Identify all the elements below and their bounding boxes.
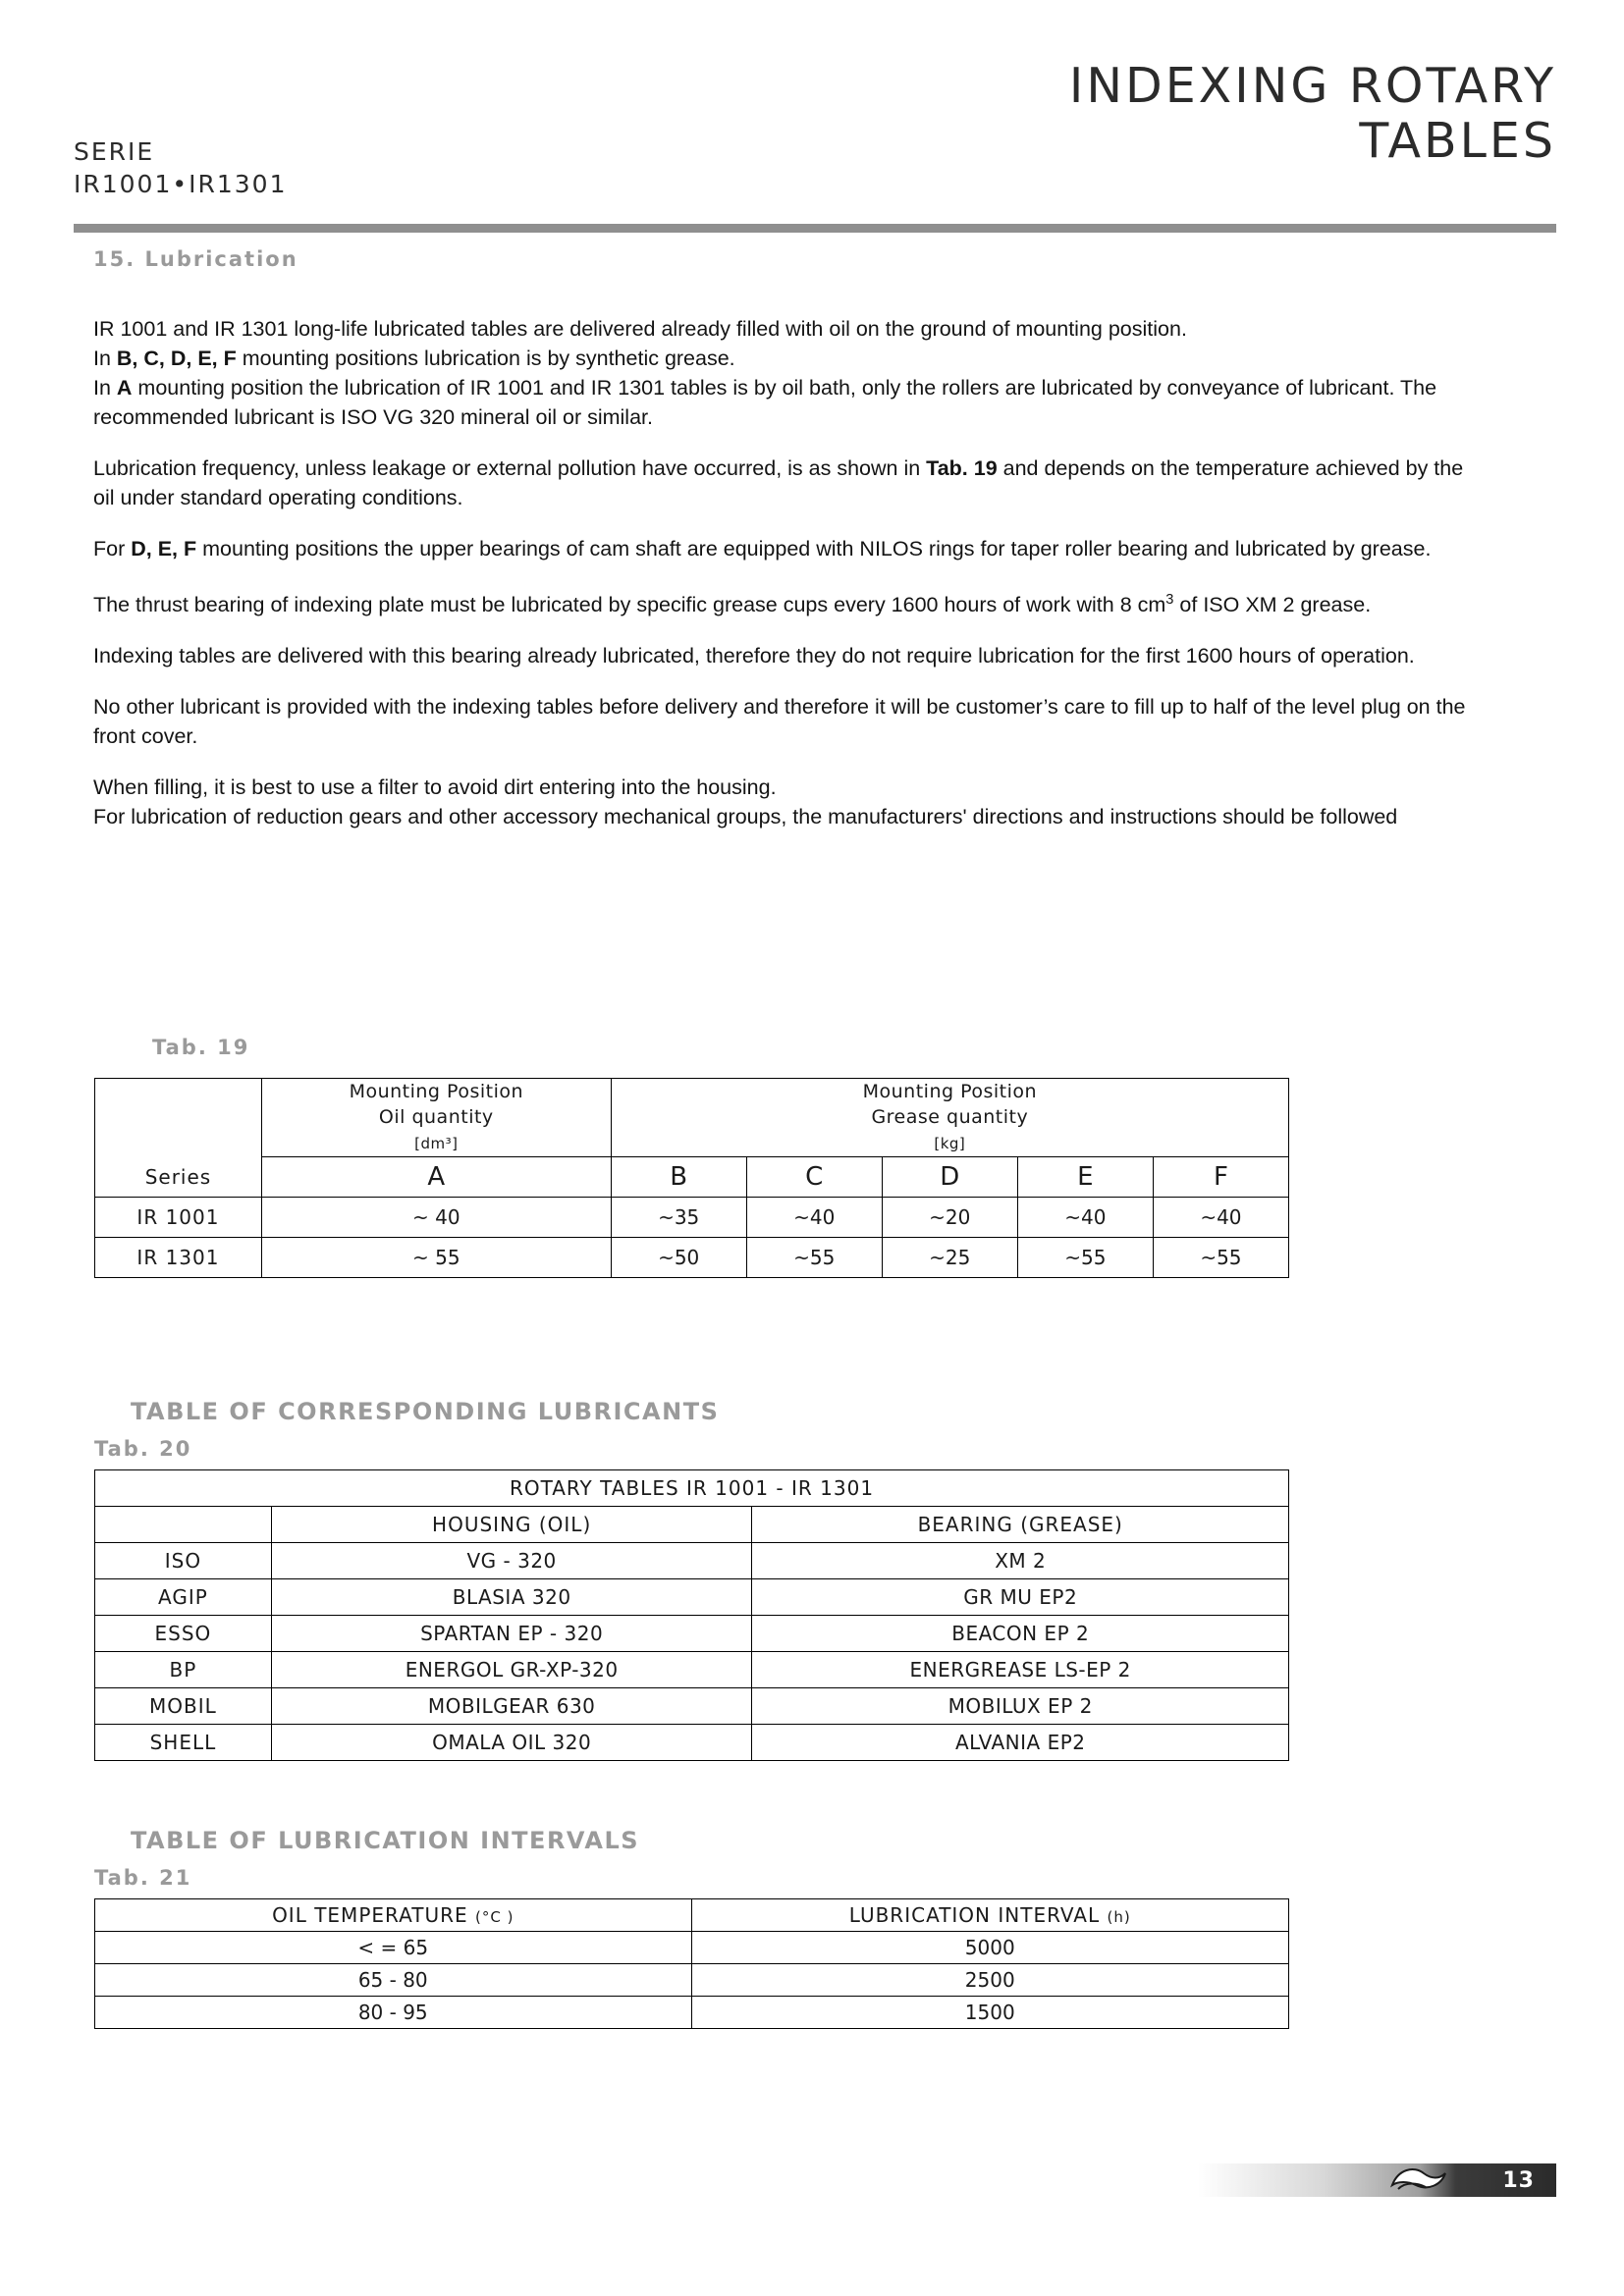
paragraph-1-line3-pre: In — [93, 376, 117, 400]
tab19-row1-series: IR 1301 — [95, 1238, 262, 1278]
tab19-oil-group-line2: Oil quantity — [378, 1106, 494, 1128]
page-footer — [1198, 2160, 1556, 2201]
paragraph-2-bold: Tab. 19 — [926, 456, 998, 480]
tab21-col-temperature-label: OIL TEMPERATURE — [272, 1903, 468, 1927]
tab19-row0-b: ~35 — [611, 1198, 746, 1238]
tab20-row5-brand: SHELL — [95, 1725, 272, 1761]
tab19-row0-c: ~40 — [746, 1198, 882, 1238]
paragraph-2 — [93, 454, 1483, 512]
paragraph-1-line3-bold: A — [116, 376, 133, 400]
paragraph-7-line2: For lubrication of reduction gears and other accessory mechanical groups, the manufacturers' directions and instructions should be followed — [93, 805, 1398, 829]
company-logo-icon — [1384, 2160, 1453, 2201]
tab21-row1-interval: 2500 — [691, 1964, 1289, 1997]
tab20-row0-housing: VG - 320 — [271, 1543, 752, 1579]
tab20-row4-bearing: MOBILUX EP 2 — [752, 1688, 1289, 1725]
paragraph-6: No other lubricant is provided with the indexing tables before delivery and therefore it will be customer’s care to fill up to half of the level plug on the front cover. — [93, 695, 1466, 749]
paragraph-4-pre: The thrust bearing of indexing plate must be lubricated by specific grease cups every 1600 hours of work with 8 cm — [93, 593, 1166, 617]
tab19-oil-group-header — [261, 1079, 611, 1157]
tab21-col-interval-label: LUBRICATION INTERVAL — [848, 1903, 1101, 1927]
tab20-row5-housing: OMALA OIL 320 — [271, 1725, 752, 1761]
table-row — [95, 1543, 1289, 1579]
table-row — [95, 1725, 1289, 1761]
tab20-row5-bearing: ALVANIA EP2 — [752, 1725, 1289, 1761]
tab20-row3-bearing: ENERGREASE LS-EP 2 — [752, 1652, 1289, 1688]
tab19-oil-group-unit: [dm³] — [414, 1135, 459, 1152]
tab20-table — [94, 1469, 1289, 1761]
tab19-col-e: E — [1017, 1157, 1153, 1198]
tab20-row2-brand: ESSO — [95, 1616, 272, 1652]
paragraph-3 — [93, 534, 1483, 563]
tab21-col-interval — [691, 1899, 1289, 1932]
paragraph-5: Indexing tables are delivered with this bearing already lubricated, therefore they do not require lubrication for the first 1600 hours of operation. — [93, 644, 1415, 668]
document-title — [1069, 59, 1556, 169]
tab19-row0-series: IR 1001 — [95, 1198, 262, 1238]
paragraph-4-superscript: 3 — [1165, 592, 1174, 608]
table-row — [95, 1157, 1289, 1198]
tab20-row1-housing: BLASIA 320 — [271, 1579, 752, 1616]
section-heading: 15. Lubrication — [93, 247, 298, 271]
paragraph-4 — [93, 585, 1483, 619]
tab21-row2-interval: 1500 — [691, 1997, 1289, 2029]
tab19-row0-a: ~ 40 — [261, 1198, 611, 1238]
tab21-col-temperature — [95, 1899, 692, 1932]
table-row — [95, 1079, 1289, 1157]
tab19-col-a: A — [261, 1157, 611, 1198]
table-row — [95, 1899, 1289, 1932]
tab21-row0-interval: 5000 — [691, 1932, 1289, 1964]
tab20-title: ROTARY TABLES IR 1001 - IR 1301 — [95, 1470, 1289, 1507]
tab19-col-c: C — [746, 1157, 882, 1198]
table-row — [95, 1198, 1289, 1238]
tab19-col-b: B — [611, 1157, 746, 1198]
tab21-table — [94, 1898, 1289, 2029]
tab21-row0-temp: < = 65 — [95, 1932, 692, 1964]
tab20-row4-brand: MOBIL — [95, 1688, 272, 1725]
paragraph-1 — [93, 314, 1483, 432]
tab20-row4-housing: MOBILGEAR 630 — [271, 1688, 752, 1725]
tab19-col-f: F — [1153, 1157, 1288, 1198]
tab20-row0-bearing: XM 2 — [752, 1543, 1289, 1579]
tab19-row0-e: ~40 — [1017, 1198, 1153, 1238]
table-row — [95, 1470, 1289, 1507]
tab19-row0-d: ~20 — [882, 1198, 1017, 1238]
body-copy — [93, 314, 1483, 853]
tab19-grease-group-header — [611, 1079, 1288, 1157]
tab21-row2-temp: 80 - 95 — [95, 1997, 692, 2029]
tab19-col-d: D — [882, 1157, 1017, 1198]
table-row — [95, 1652, 1289, 1688]
table-row — [95, 1507, 1289, 1543]
tab20-heading: TABLE OF CORRESPONDING LUBRICANTS — [131, 1398, 720, 1425]
tab19-row1-f: ~55 — [1153, 1238, 1288, 1278]
table-row — [95, 1688, 1289, 1725]
series-label-line1: SERIE — [74, 137, 155, 166]
page-header — [74, 59, 1556, 221]
paragraph-1-line2-pre: In — [93, 347, 117, 370]
table-row — [95, 1997, 1289, 2029]
paragraph-3-bold: D, E, F — [131, 537, 197, 561]
tab20-row1-bearing: GR MU EP2 — [752, 1579, 1289, 1616]
tab21-heading: TABLE OF LUBRICATION INTERVALS — [131, 1827, 640, 1854]
tab20-row2-housing: SPARTAN EP - 320 — [271, 1616, 752, 1652]
table-row — [95, 1579, 1289, 1616]
tab21-col-temperature-unit: (°C ) — [474, 1908, 514, 1926]
paragraph-4-post: of ISO XM 2 grease. — [1173, 593, 1372, 617]
tab19-row1-d: ~25 — [882, 1238, 1017, 1278]
paragraph-1-line1: IR 1001 and IR 1301 long-life lubricated tables are delivered already filled with oil on the ground of mounting position. — [93, 317, 1187, 341]
tab19-row1-a: ~ 55 — [261, 1238, 611, 1278]
paragraph-1-line2-bold: B, C, D, E, F — [116, 347, 237, 370]
tab19-row1-c: ~55 — [746, 1238, 882, 1278]
document-title-line1: INDEXING ROTARY — [1068, 58, 1556, 114]
tab20-row0-brand: ISO — [95, 1543, 272, 1579]
tab19-row0-f: ~40 — [1153, 1198, 1288, 1238]
paragraph-3-post: mounting positions the upper bearings of cam shaft are equipped with NILOS rings for taper roller bearing and lubricated by grease. — [196, 537, 1432, 561]
tab21-col-interval-unit: (h) — [1107, 1908, 1131, 1926]
document-title-line2: TABLES — [1359, 113, 1556, 169]
tab19-oil-group-line1: Mounting Position — [349, 1081, 524, 1102]
table-row — [95, 1932, 1289, 1964]
series-label — [74, 135, 287, 200]
paragraph-7 — [93, 773, 1483, 831]
tab21-row1-temp: 65 - 80 — [95, 1964, 692, 1997]
table-row — [95, 1238, 1289, 1278]
tab19-series-header: Series — [95, 1157, 262, 1198]
paragraph-3-pre: For — [93, 537, 132, 561]
tab19-corner-cell — [95, 1079, 262, 1157]
tab19-grease-group-line1: Mounting Position — [862, 1081, 1038, 1102]
tab19-row1-b: ~50 — [611, 1238, 746, 1278]
paragraph-7-line1: When filling, it is best to use a filter to avoid dirt entering into the housing. — [93, 775, 777, 800]
tab20-col-bearing: BEARING (GREASE) — [752, 1507, 1289, 1543]
tab20-label: Tab. 20 — [94, 1437, 192, 1461]
paragraph-1-line2-post: mounting positions lubrication is by synthetic grease. — [236, 347, 735, 370]
paragraph-2-pre: Lubrication frequency, unless leakage or external pollution have occurred, is as shown in — [93, 456, 927, 480]
table-row — [95, 1964, 1289, 1997]
paragraph-2-post: and depends on the temperature achieved by the oil under standard operating conditions. — [93, 456, 1464, 509]
tab20-col-housing: HOUSING (OIL) — [271, 1507, 752, 1543]
tab20-row1-brand: AGIP — [95, 1579, 272, 1616]
tab20-row2-bearing: BEACON EP 2 — [752, 1616, 1289, 1652]
tab20-row3-brand: BP — [95, 1652, 272, 1688]
tab20-row3-housing: ENERGOL GR-XP-320 — [271, 1652, 752, 1688]
tab20-empty-corner — [95, 1507, 272, 1543]
table-row — [95, 1616, 1289, 1652]
paragraph-1-line3-post: mounting position the lubrication of IR 1001 and IR 1301 tables is by oil bath, only the rollers are lubricated by conveyance of lubricant. The recommended lubricant is ISO VG 320 mineral oil or similar. — [93, 376, 1437, 429]
tab19-grease-group-unit: [kg] — [934, 1135, 966, 1152]
tab19-row1-e: ~55 — [1017, 1238, 1153, 1278]
tab19-table — [94, 1078, 1289, 1278]
tab21-label: Tab. 21 — [94, 1866, 192, 1890]
series-label-line2: IR1001•IR1301 — [74, 170, 288, 198]
tab19-label: Tab. 19 — [152, 1036, 250, 1059]
tab19-grease-group-line2: Grease quantity — [871, 1106, 1029, 1128]
page-number: 13 — [1502, 2168, 1535, 2193]
header-divider — [74, 224, 1556, 233]
